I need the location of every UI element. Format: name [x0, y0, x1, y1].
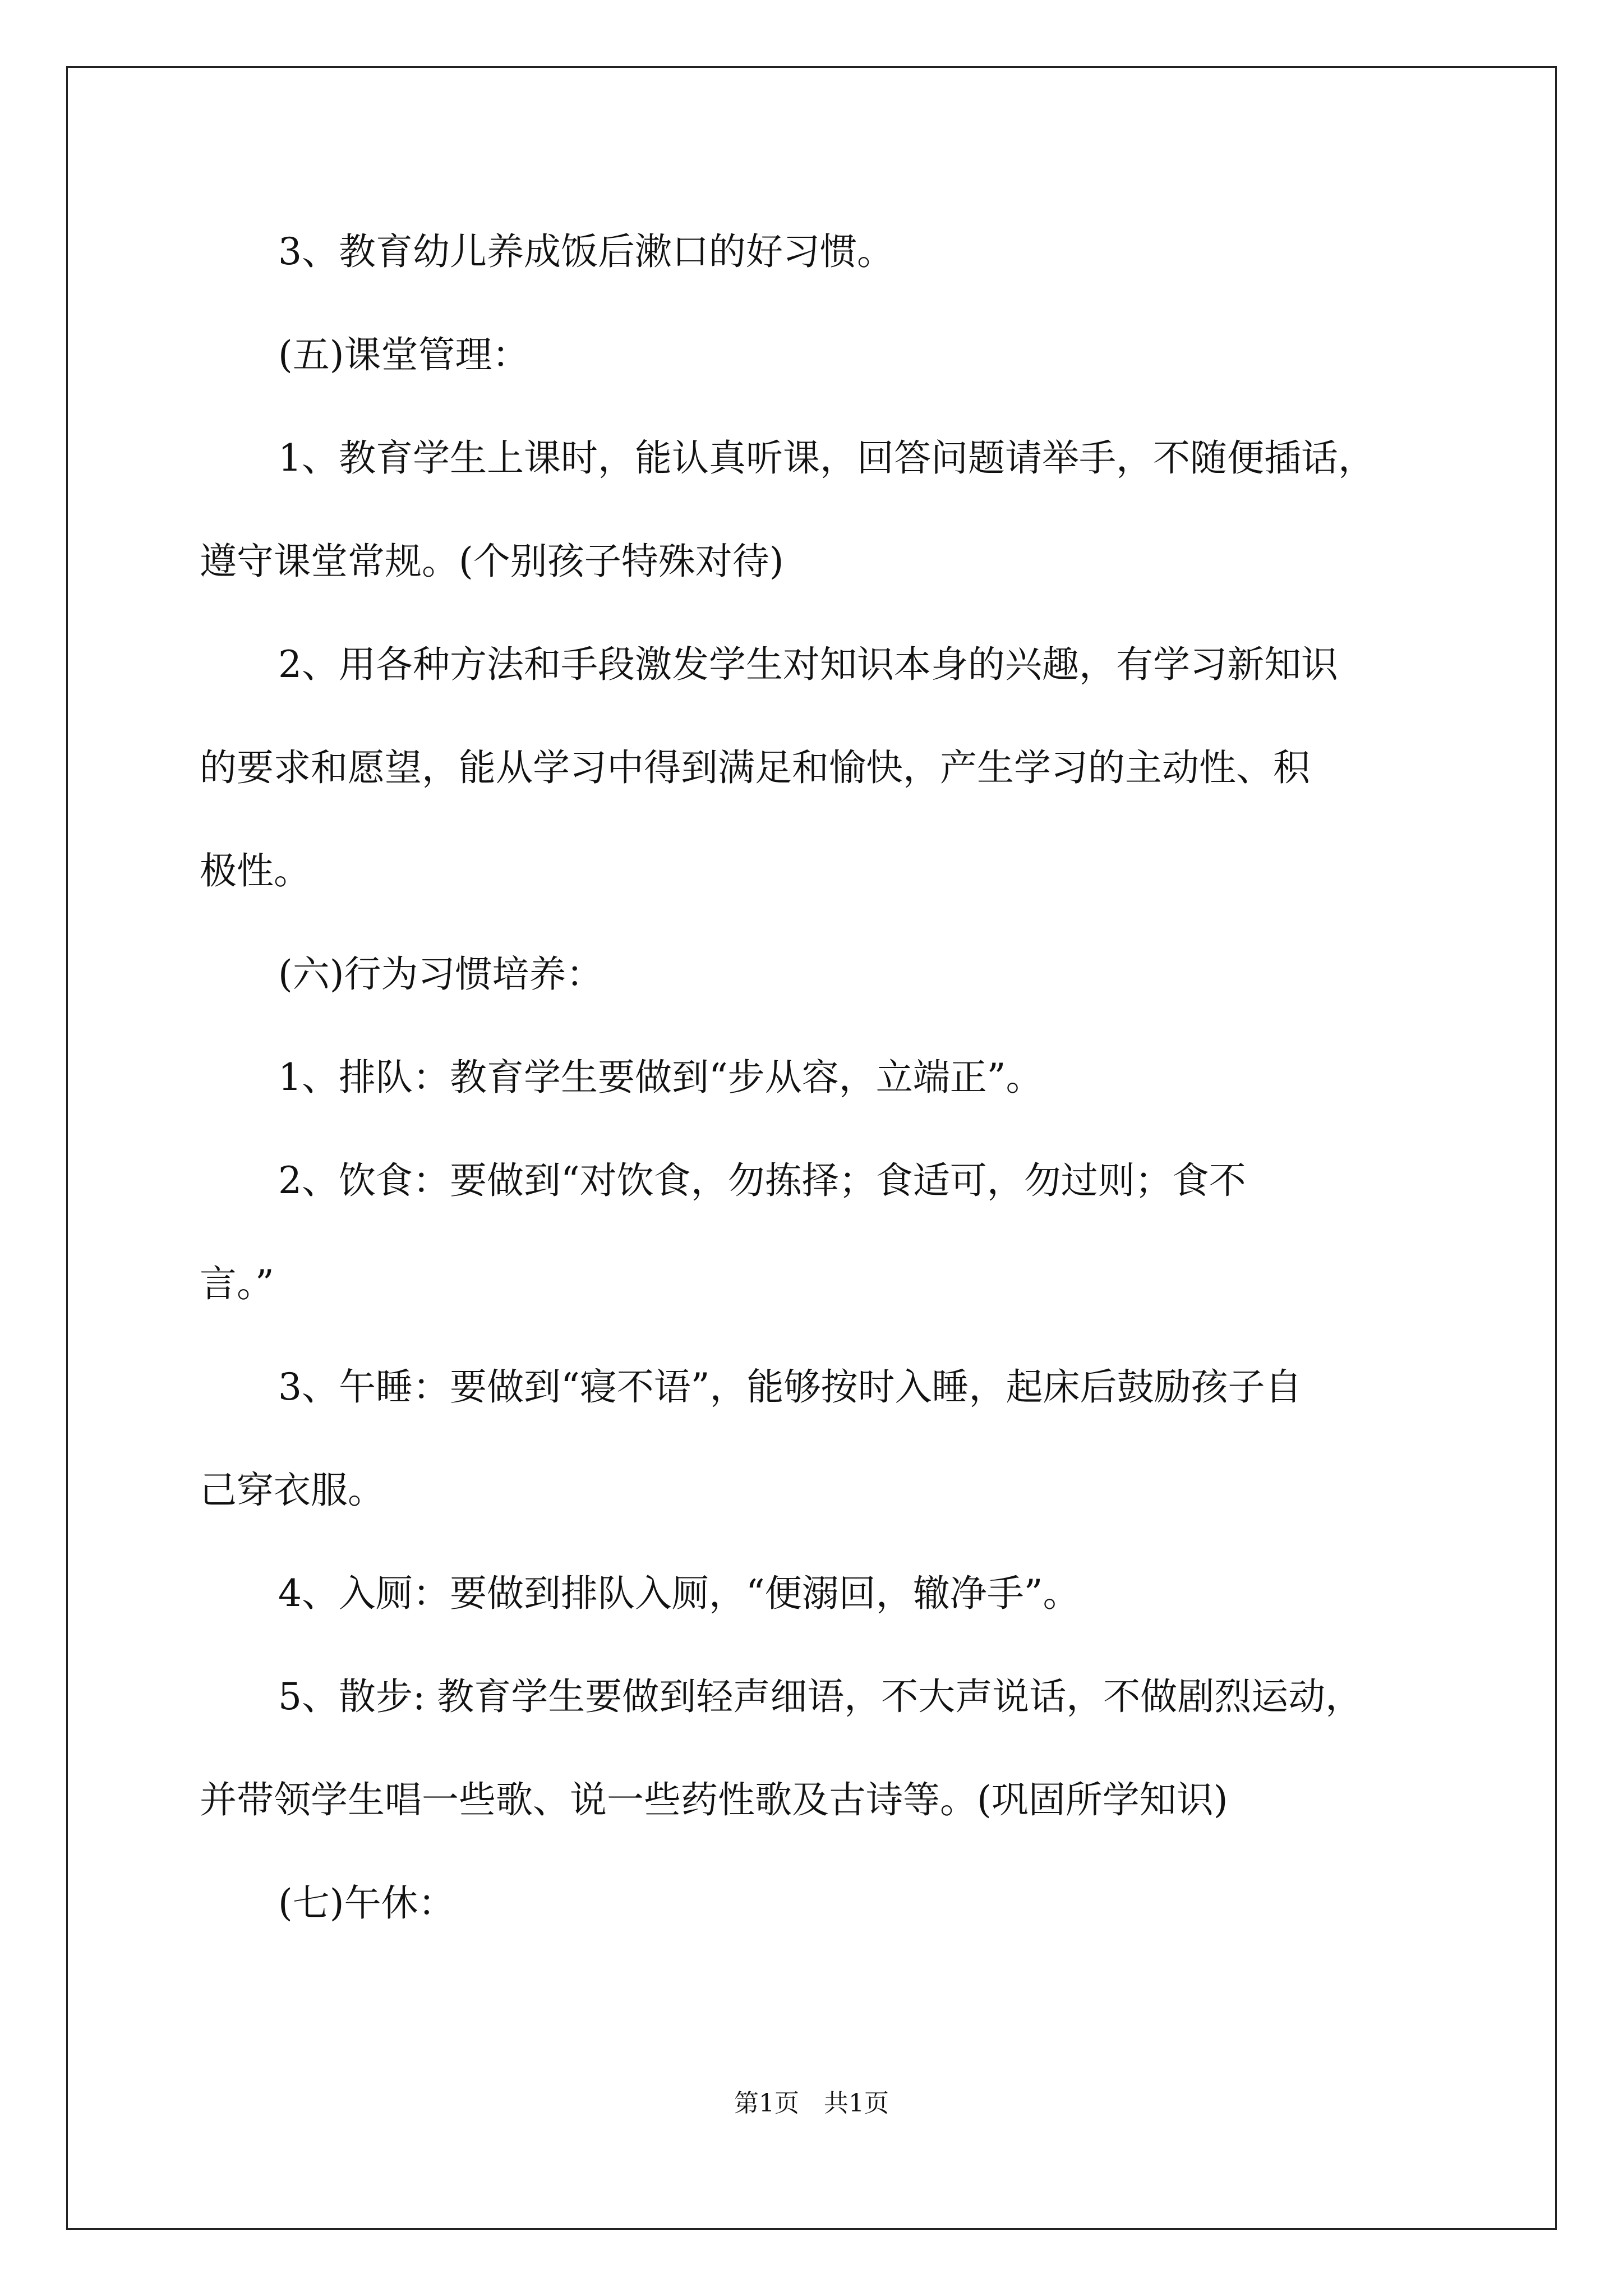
paragraph-line: 并带领学生唱一些歌、说一些药性歌及古诗等。(巩固所学知识): [200, 1778, 1228, 1821]
paragraph-line: 极性。: [200, 849, 311, 892]
section-heading: (六)行为习惯培养：: [278, 953, 603, 996]
paragraph-line: 己穿衣服。: [200, 1469, 385, 1512]
paragraph-line: 遵守课堂常规。(个别孩子特殊对待): [200, 540, 784, 583]
paragraph-line: 4、入厕：要做到排队入厕，“便溺回，辙净手”。: [278, 1572, 1080, 1615]
paragraph-line: 2、饮食：要做到“对饮食，勿拣择；食适可，勿过则；食不: [278, 1159, 1246, 1202]
paragraph-line: 言。”: [200, 1262, 274, 1305]
paragraph-line: 5、散步: 教育学生要做到轻声细语，不大声说话，不做剧烈运动，: [278, 1675, 1363, 1718]
paragraph-line: 1、教育学生上课时，能认真听课，回答问题请举手，不随便插话，: [278, 436, 1375, 480]
paragraph-line: 1、排队：教育学生要做到“步从容，立端正”。: [278, 1056, 1043, 1099]
section-heading: (五)课堂管理：: [278, 333, 529, 376]
page-number-footer: 第1页 共1页: [734, 2089, 889, 2118]
paragraph-line: 的要求和愿望，能从学习中得到满足和愉快，产生学习的主动性、积: [200, 746, 1310, 789]
section-heading: (七)午休：: [278, 1881, 455, 1925]
paragraph-line: 3、教育幼儿养成饭后漱口的好习惯。: [278, 230, 894, 273]
paragraph-line: 2、用各种方法和手段激发学生对知识本身的兴趣，有学习新知识: [278, 643, 1338, 686]
paragraph-line: 3、午睡：要做到“寝不语”，能够按时入睡，起床后鼓励孩子自: [278, 1365, 1302, 1409]
